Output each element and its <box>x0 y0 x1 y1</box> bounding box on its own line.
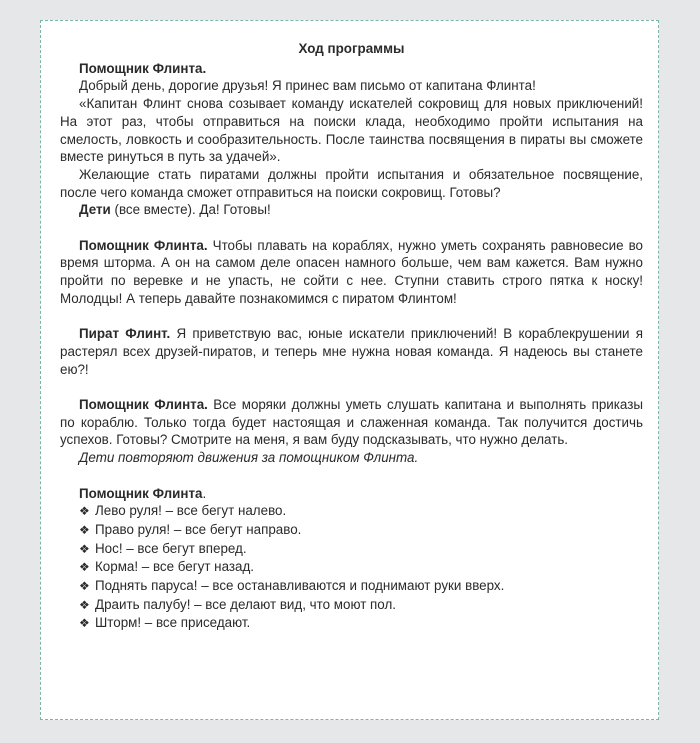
list-item <box>79 596 643 615</box>
four-diamond-bullet-icon: ❖ <box>79 579 90 594</box>
spacer <box>60 378 643 396</box>
commands-list <box>60 502 643 633</box>
speaker-name: Помощник Флинта. <box>79 60 207 76</box>
page-title: Ход программы <box>298 41 405 56</box>
speaker-name: Помощник Флинта. <box>79 237 208 253</box>
list-item <box>79 577 643 596</box>
speaker-line <box>60 485 643 503</box>
command-text: Право руля! – все бегут направо. <box>95 521 302 537</box>
speaker-name: Дети <box>79 202 111 218</box>
command-text: Корма! – все бегут назад. <box>95 559 254 575</box>
list-item <box>79 558 643 577</box>
speaker-line <box>60 396 643 449</box>
speaker-text: Чтобы плавать на кораблях, нужно уметь сохранять равновесие во время шторма. А он на самом деле опасен намного больше, чем вам кажется. Вам нужно пройти по веревке и не упасть, не сойти с нее. Ступни ставить строго пятка к носку! Молодцы! А теперь давайте познакомимся с пиратом Флинтом! <box>60 237 643 306</box>
spacer <box>60 467 643 485</box>
four-diamond-bullet-icon: ❖ <box>79 522 90 537</box>
paragraph: «Капитан Флинт снова созывает команду искателей сокровищ для новых приключений! На этот раз, чтобы отправиться на поиски клада, необходимо пройти испытания на смелость, ловкость и сообразительность. После таинства посвящения в пираты вы сможете вместе ринуться в путь за удачей». <box>60 96 643 165</box>
command-text: Нос! – все бегут вперед. <box>95 540 247 556</box>
list-item <box>79 614 643 633</box>
speaker-line <box>60 201 643 219</box>
paragraph: Желающие стать пиратами должны пройти испытания и обязательное посвящение, после чего команда сможет отправиться на поиски сокровищ. Готовы? <box>60 166 643 200</box>
speaker-line <box>60 60 643 78</box>
four-diamond-bullet-icon: ❖ <box>79 541 90 556</box>
stage-direction <box>60 449 643 467</box>
speaker-text: Все моряки должны уметь слушать капитана и выполнять приказы по кораблю. Только тогда будет настоящая и слаженная команда. Так получится достичь успехов. Готовы? Смотрите на меня, я вам буду подсказывать, что нужно делать. <box>60 397 643 448</box>
paragraph: Добрый день, дорогие друзья! Я принес вам письмо от капитана Флинта! <box>79 78 536 94</box>
command-text: Лево руля! – все бегут налево. <box>95 503 287 519</box>
list-item <box>79 521 643 540</box>
spacer <box>60 308 643 326</box>
speaker-name: Пират Флинт. <box>79 326 171 342</box>
four-diamond-bullet-icon: ❖ <box>79 597 90 612</box>
page-sheet <box>40 20 659 720</box>
four-diamond-bullet-icon: ❖ <box>79 616 90 631</box>
program-content <box>60 40 643 633</box>
speaker-line <box>60 237 643 308</box>
stage-direction-text: Дети повторяют движения за помощником Флинта. <box>79 450 419 466</box>
speaker-text: . <box>202 485 207 501</box>
speaker-name: Помощник Флинта. <box>79 397 208 413</box>
speaker-text: Я приветствую вас, юные искатели приключений! В кораблекрушении я растерял всех друзей-пиратов, и теперь мне нужна новая команда. Я надеюсь вы станете ею?! <box>60 326 643 377</box>
list-item <box>79 540 643 559</box>
four-diamond-bullet-icon: ❖ <box>79 504 90 519</box>
command-text: Драить палубу! – все делают вид, что моют пол. <box>95 596 396 612</box>
speaker-text: (все вместе). Да! Готовы! <box>110 202 271 218</box>
spacer <box>60 219 643 237</box>
speaker-line <box>60 325 643 378</box>
speaker-name: Помощник Флинта <box>79 485 203 501</box>
list-item <box>79 502 643 521</box>
four-diamond-bullet-icon: ❖ <box>79 560 90 575</box>
command-text: Шторм! – все приседают. <box>95 615 251 631</box>
command-text: Поднять паруса! – все останавливаются и поднимают руки вверх. <box>95 578 505 594</box>
